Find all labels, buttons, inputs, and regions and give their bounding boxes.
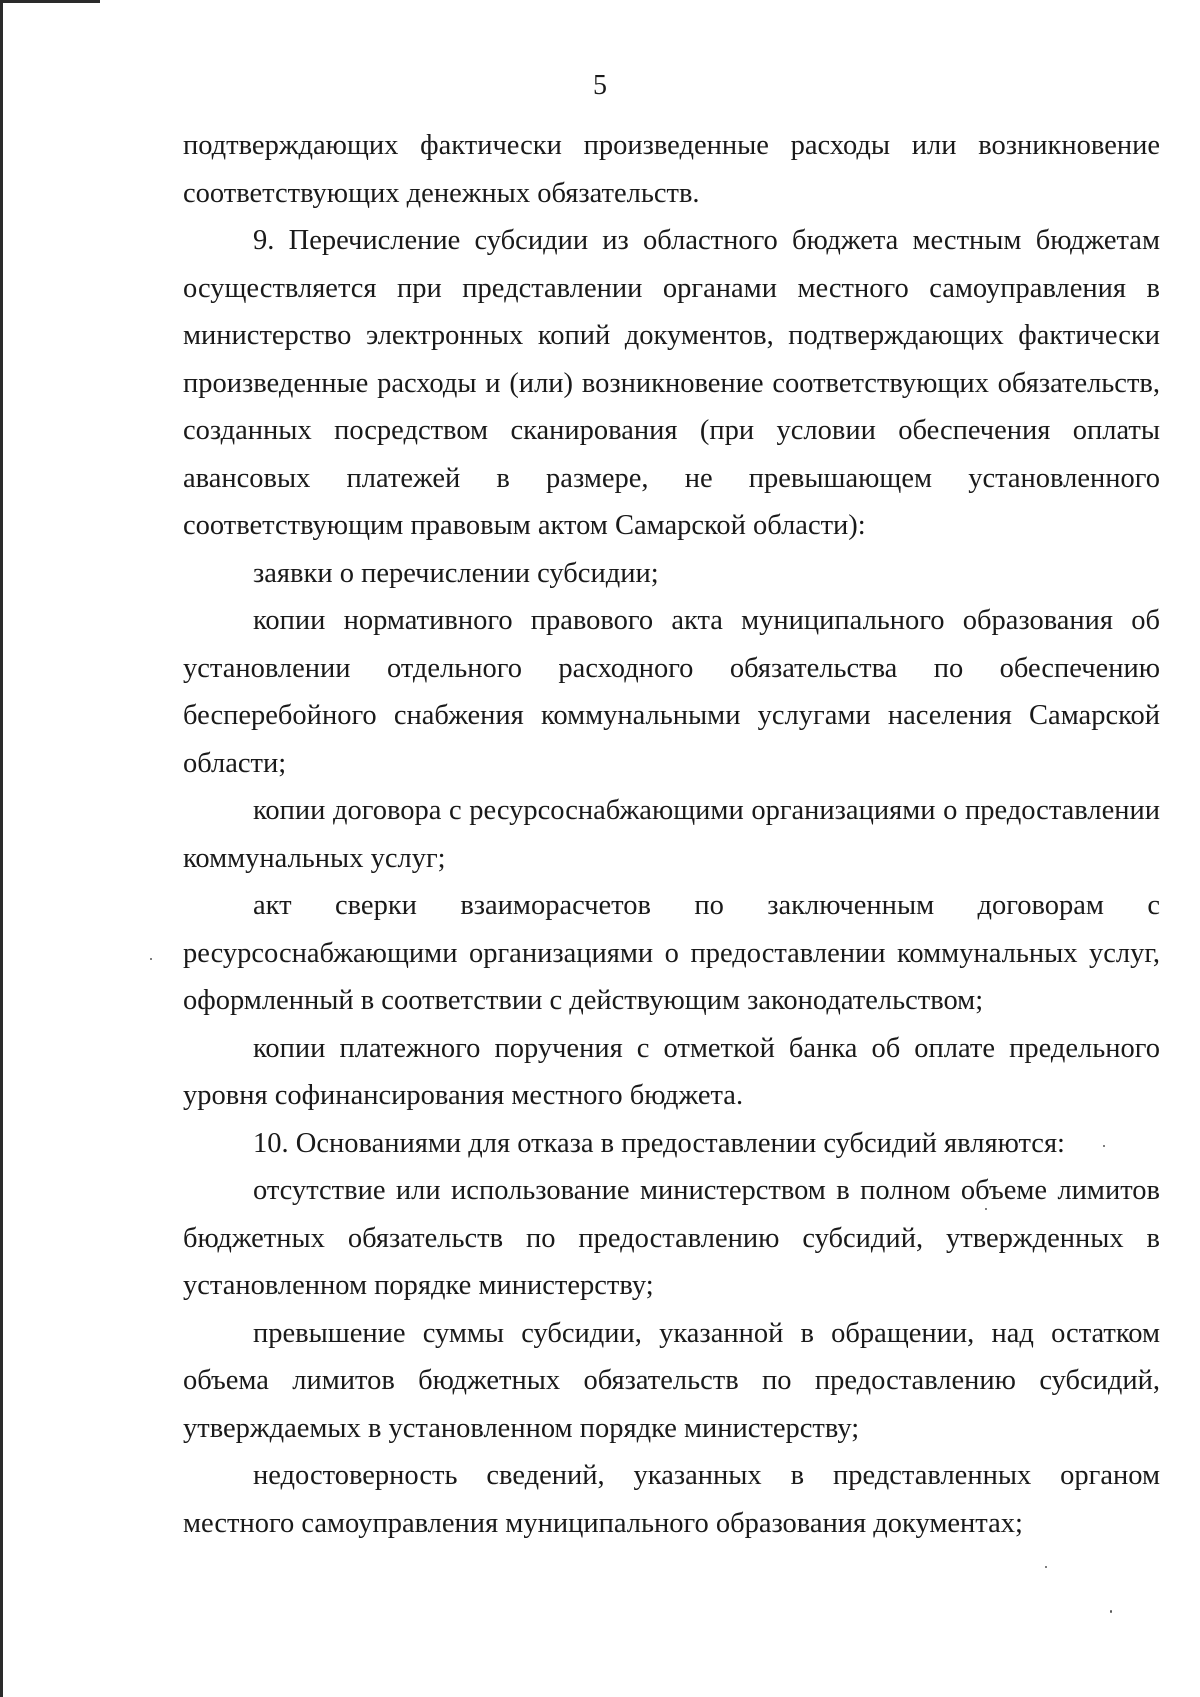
list-item-payment-order: копии платежного поручения с отметкой банка об оплате предельного уровня софинансирования местного бюджета. bbox=[183, 1032, 1160, 1111]
list-item-reconciliation-act: акт сверки взаиморасчетов по заключенным договорам с ресурсоснабжающими организациями о предоставлении коммунальных услуг, оформленный в соответствии с действующим законодательством; bbox=[183, 890, 1160, 1016]
page-number: 5 bbox=[593, 70, 607, 101]
scan-edge-top bbox=[0, 0, 100, 3]
list-item-application: заявки о перечислении субсидии; bbox=[253, 557, 659, 589]
list-item-unreliable-data: недостоверность сведений, указанных в представленных органом местного самоуправления муниципального образования документах; bbox=[183, 1460, 1160, 1539]
paragraph-item-10: 10. Основаниями для отказа в предоставлении субсидий являются: bbox=[253, 1127, 1065, 1159]
scan-edge-left bbox=[0, 0, 3, 1697]
scan-speck bbox=[1103, 1145, 1105, 1147]
scan-speck bbox=[150, 958, 152, 960]
list-item-limits-absence: отсутствие или использование министерством в полном объеме лимитов бюджетных обязательств по предоставлению субсидий, утвержденных в установленном порядке министерству; bbox=[183, 1175, 1160, 1301]
paragraph-item-9: 9. Перечисление субсидии из областного бюджета местным бюджетам осуществляется при представлении органами местного самоуправления в министерство электронных копий документов, подтверждающих фактически произведенные расходы и (или) возникновение соответствующих обязательств, созданных посредством сканирования (при условии обеспечения оплаты авансовых платежей в размере, не превышающем установленного соответствующим правовым актом Самарской области): bbox=[183, 225, 1160, 541]
scan-speck bbox=[1045, 1566, 1047, 1568]
scan-speck bbox=[985, 1208, 987, 1210]
list-item-normative-act: копии нормативного правового акта муниципального образования об установлении отдельного расходного обязательства по обеспечению бесперебойного снабжения коммунальными услугами населения Самарской области; bbox=[183, 605, 1160, 779]
list-item-amount-excess: превышение суммы субсидии, указанной в обращении, над остатком объема лимитов бюджетных обязательств по предоставлению субсидий, утверждаемых в установленном порядке министерству; bbox=[183, 1317, 1160, 1444]
document-body bbox=[183, 122, 1160, 1547]
scan-speck bbox=[1110, 1610, 1112, 1613]
paragraph-continuation: подтверждающих фактически произведенные расходы или возникновение соответствующих денежных обязательств. bbox=[183, 130, 1160, 209]
list-item-contract-copies: копии договора с ресурсоснабжающими организациями о предоставлении коммунальных услуг; bbox=[183, 795, 1160, 874]
